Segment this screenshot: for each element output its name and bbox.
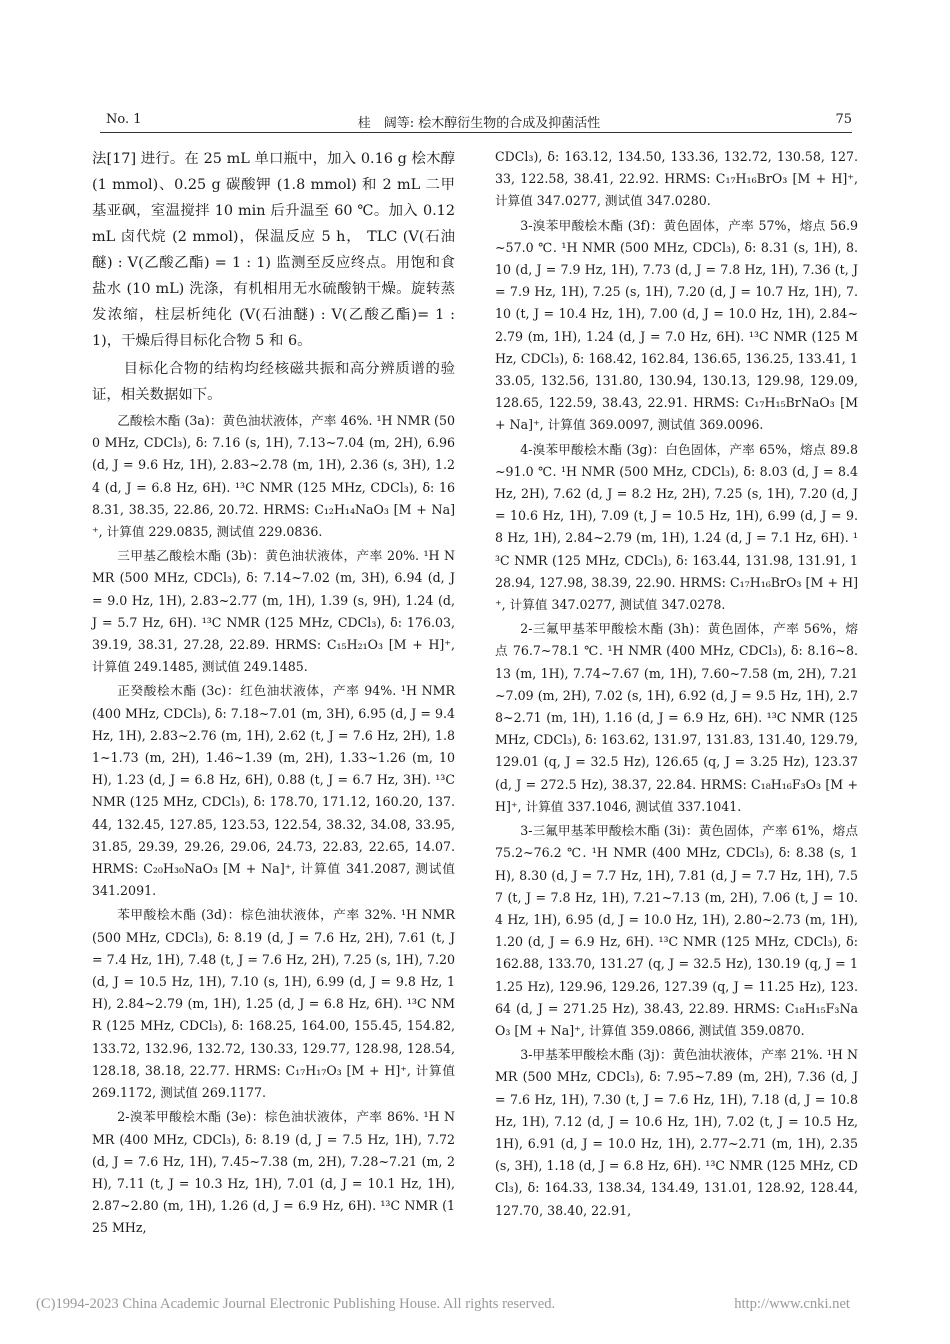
verification-paragraph: 目标化合物的结构均经核磁共振和高分辨质谱的验证，相关数据如下。 <box>92 361 455 403</box>
compound-3f: 3-溴苯甲酸桧木酯 (3f)：黄色固体，产率 57%，熔点 56.9~57.0 ℃. ¹H NMR (500 MHz, CDCl₃), δ: 8.31 (s, 1H), 8.10 (d, J = 7.9 Hz, 1H), 7.73 (d, J = 7.8 Hz, 1H), 7.36 (t, J = 7.9 Hz, 1H), 7.25 (s, 1H), 7.20 (d, J = 10.7 Hz, 1H), 7.10 (t, J = 10.4 Hz, 1H), 7.00 (d, J = 10.0 Hz, 1H), 2.84~2.79 (m, 1H), 1.24 (d, J = 7.0 Hz, 6H). ¹³C NMR (125 MHz, CDCl₃), δ: 168.42, 162.84, 136.65, 136.25, 133.41, 133.05, 132.56, 131.80, 130.94, 130.13, 129.98, 129.09, 128.65, 122.59, 38.43, 22.91. HRMS: C₁₇H₁₅BrNaO₃ [M + Na]⁺, 计算值 369.0097, 测试值 369.0096. <box>495 217 858 433</box>
compound-3b: 三甲基乙酸桧木酯 (3b)：黄色油状液体，产率 20%. ¹H NMR (500 MHz, CDCl₃), δ: 7.14~7.02 (m, 3H), 6.94 (d, J = 9.0 Hz, 1H), 2.83~2.77 (m, 1H), 1.39 (s, 9H), 1.24 (d, J = 5.7 Hz, 6H). ¹³C NMR (125 MHz, CDCl₃), δ: 176.03, 39.19, 38.31, 27.28, 22.89. HRMS: C₁₅H₂₁O₃ [M + H]⁺, 计算值 249.1485, 测试值 249.1485. <box>92 548 455 675</box>
compound-3a: 乙酸桧木酯 (3a)：黄色油状液体，产率 46%. ¹H NMR (500 MHz, CDCl₃), δ: 7.16 (s, 1H), 7.13~7.04 (m, 2H), 6.96 (d, J = 9.6 Hz, 1H), 2.83~2.78 (m, 1H), 2.36 (s, 3H), 1.24 (d, J = 6.8 Hz, 6H). ¹³C NMR (125 MHz, CDCl₃), δ: 168.31, 38.35, 22.86, 20.72. HRMS: C₁₂H₁₄NaO₃ [M + Na]⁺, 计算值 229.0835, 测试值 229.0836. <box>92 413 455 540</box>
compound-3g: 4-溴苯甲酸桧木酯 (3g)：白色固体，产率 65%，熔点 89.8~91.0 ℃. ¹H NMR (500 MHz, CDCl₃), δ: 8.03 (d, J = 8.4 Hz, 2H), 7.62 (d, J = 8.2 Hz, 2H), 7.25 (s, 1H), 7.20 (d, J = 10.6 Hz, 1H), 7.09 (t, J = 10.5 Hz, 1H), 6.99 (d, J = 9.8 Hz, 1H), 2.84~2.79 (m, 1H), 1.24 (d, J = 7.1 Hz, 6H). ¹³C NMR (125 MHz, CDCl₃), δ: 163.44, 131.98, 131.91, 128.94, 127.98, 38.39, 22.90. HRMS: C₁₇H₁₆BrO₃ [M + H]⁺, 计算值 347.0277, 测试值 347.0278. <box>495 441 858 613</box>
compound-3e-continued: CDCl₃), δ: 163.12, 134.50, 133.36, 132.72, 130.58, 127.33, 122.58, 38.41, 22.92. HRMS: C₁₇H₁₆BrO₃ [M + H]⁺, 计算值 347.0277, 测试值 347.0280. <box>495 149 858 209</box>
cnki-link[interactable]: http://www.cnki.net <box>734 1296 850 1312</box>
article-running-title: 桂 阔等: 桧木醇衍生物的合成及抑菌活性 <box>357 116 601 131</box>
compound-3i: 3-三氟甲基苯甲酸桧木酯 (3i)：黄色固体，产率 61%，熔点 75.2~76.2 ℃. ¹H NMR (400 MHz, CDCl₃), δ: 8.38 (s, 1H), 8.30 (d, J = 7.7 Hz, 1H), 7.81 (d, J = 7.7 Hz, 1H), 7.57 (t, J = 7.8 Hz, 1H), 7.21~7.13 (m, 2H), 7.06 (t, J = 10.4 Hz, 1H), 6.95 (d, J = 10.0 Hz, 1H), 2.80~2.73 (m, 1H), 1.20 (d, J = 6.9 Hz, 6H). ¹³C NMR (125 MHz, CDCl₃), δ: 162.88, 133.70, 131.27 (q, J = 32.5 Hz), 130.19 (q, J = 11.25 Hz), 129.96, 129.26, 127.39 (q, J = 11.25 Hz), 123.64 (d, J = 271.25 Hz), 38.43, 22.89. HRMS: C₁₈H₁₅F₃NaO₃ [M + Na]⁺, 计算值 359.0866, 测试值 359.0870. <box>495 823 858 1038</box>
header-rule <box>100 132 852 133</box>
compound-3c: 正癸酸桧木酯 (3c)：红色油状液体，产率 94%. ¹H NMR (400 MHz, CDCl₃), δ: 7.18~7.01 (m, 3H), 6.95 (d, J = 9.4 Hz, 1H), 2.83~2.76 (m, 1H), 2.62 (t, J = 7.6 Hz, 2H), 1.81~1.73 (m, 2H), 1.46~1.39 (m, 2H), 1.33~1.26 (m, 10H), 1.23 (d, J = 6.8 Hz, 6H), 0.88 (t, J = 6.7 Hz, 3H). ¹³C NMR (125 MHz, CDCl₃), δ: 178.70, 171.12, 160.20, 137.44, 132.45, 127.85, 123.53, 122.54, 38.32, 34.08, 33.95, 31.85, 29.39, 29.26, 29.06, 24.73, 22.83, 22.65, 14.07. HRMS: C₂₀H₃₀NaO₃ [M + Na]⁺, 计算值 341.2087, 测试值 341.2091. <box>92 683 455 899</box>
copyright-footer <box>36 1296 850 1313</box>
running-header <box>106 112 852 134</box>
page-number: 75 <box>835 112 852 127</box>
compound-3h: 2-三氟甲基苯甲酸桧木酯 (3h)：黄色固体，产率 56%，熔点 76.7~78.1 ℃. ¹H NMR (400 MHz, CDCl₃), δ: 8.16~8.13 (m, 1H), 7.74~7.67 (m, 1H), 7.60~7.58 (m, 2H), 7.21~7.09 (m, 2H), 7.02 (s, 1H), 6.92 (d, J = 9.5 Hz, 1H), 2.78~2.71 (m, 1H), 1.16 (d, J = 6.9 Hz, 6H). ¹³C NMR (125 MHz, CDCl₃), δ: 163.62, 131.97, 131.83, 131.40, 129.79, 129.01 (q, J = 32.5 Hz), 126.65 (q, J = 3.25 Hz), 123.37 (d, J = 272.5 Hz), 38.37, 22.84. HRMS: C₁₈H₁₆F₃O₃ [M + H]⁺, 计算值 337.1046, 测试值 337.1041. <box>495 621 858 814</box>
compound-3e: 2-溴苯甲酸桧木酯 (3e)：棕色油状液体，产率 86%. ¹H NMR (400 MHz, CDCl₃), δ: 8.19 (d, J = 7.5 Hz, 1H), 7.72 (d, J = 7.6 Hz, 1H), 7.45~7.38 (m, 2H), 7.28~7.21 (m, 2H), 7.11 (t, J = 10.3 Hz, 1H), 7.01 (d, J = 10.1 Hz, 1H), 2.87~2.80 (m, 1H), 1.26 (d, J = 6.9 Hz, 6H). ¹³C NMR (125 MHz, <box>92 1109 455 1236</box>
copyright-notice: (C)1994-2023 China Academic Journal Electronic Publishing House. All rights reserved. <box>36 1296 556 1312</box>
left-column <box>92 146 455 1242</box>
journal-issue: No. 1 <box>106 112 142 127</box>
compound-3d: 苯甲酸桧木酯 (3d)：棕色油状液体，产率 32%. ¹H NMR (500 MHz, CDCl₃), δ: 8.19 (d, J = 7.6 Hz, 2H), 7.61 (t, J = 7.4 Hz, 1H), 7.48 (t, J = 7.6 Hz, 2H), 7.25 (s, 1H), 7.20 (d, J = 10.5 Hz, 1H), 7.10 (s, 1H), 6.99 (d, J = 9.8 Hz, 1H), 2.84~2.79 (m, 1H), 1.25 (d, J = 6.8 Hz, 6H). ¹³C NMR (125 MHz, CDCl₃), δ: 168.25, 164.00, 155.45, 154.82, 133.72, 132.96, 132.72, 130.33, 129.77, 128.98, 128.54, 128.18, 38.18, 22.77. HRMS: C₁₇H₁₇O₃ [M + H]⁺, 计算值 269.1172, 测试值 269.1177. <box>92 907 455 1101</box>
right-column <box>495 146 858 1224</box>
compound-3j: 3-甲基苯甲酸桧木酯 (3j)：黄色油状液体，产率 21%. ¹H NMR (500 MHz, CDCl₃), δ: 7.95~7.89 (m, 2H), 7.36 (d, J = 7.6 Hz, 1H), 7.30 (t, J = 7.6 Hz, 1H), 7.18 (d, J = 10.8 Hz, 1H), 7.12 (d, J = 10.6 Hz, 1H), 7.02 (t, J = 10.5 Hz, 1H), 6.91 (d, J = 10.0 Hz, 1H), 2.77~2.71 (m, 1H), 2.35 (s, 3H), 1.18 (d, J = 6.8 Hz, 6H). ¹³C NMR (125 MHz, CDCl₃), δ: 164.33, 138.34, 134.49, 131.01, 128.92, 128.44, 127.70, 38.40, 22.91, <box>495 1047 858 1218</box>
procedure-paragraph: 法[17] 进行。在 25 mL 单口瓶中，加入 0.16 g 桧木醇 (1 mmol)、0.25 g 碳酸钾 (1.8 mmol) 和 2 mL 二甲基亚砜，室温搅拌 10 min 后升温至 60 ℃。加入 0.12 mL 卤代烷 (2 mmol)，保温反应 5 h， TLC (V(石油醚) : V(乙酸乙酯) = 1 : 1) 监测至反应终点。用饱和食盐水 (10 mL) 洗涤，有机相用无水硫酸钠干燥。旋转蒸发浓缩，柱层析纯化 (V(石油醚) : V(乙酸乙酯)= 1 : 1)，干燥后得目标化合物 5 和 6。 <box>92 151 455 349</box>
